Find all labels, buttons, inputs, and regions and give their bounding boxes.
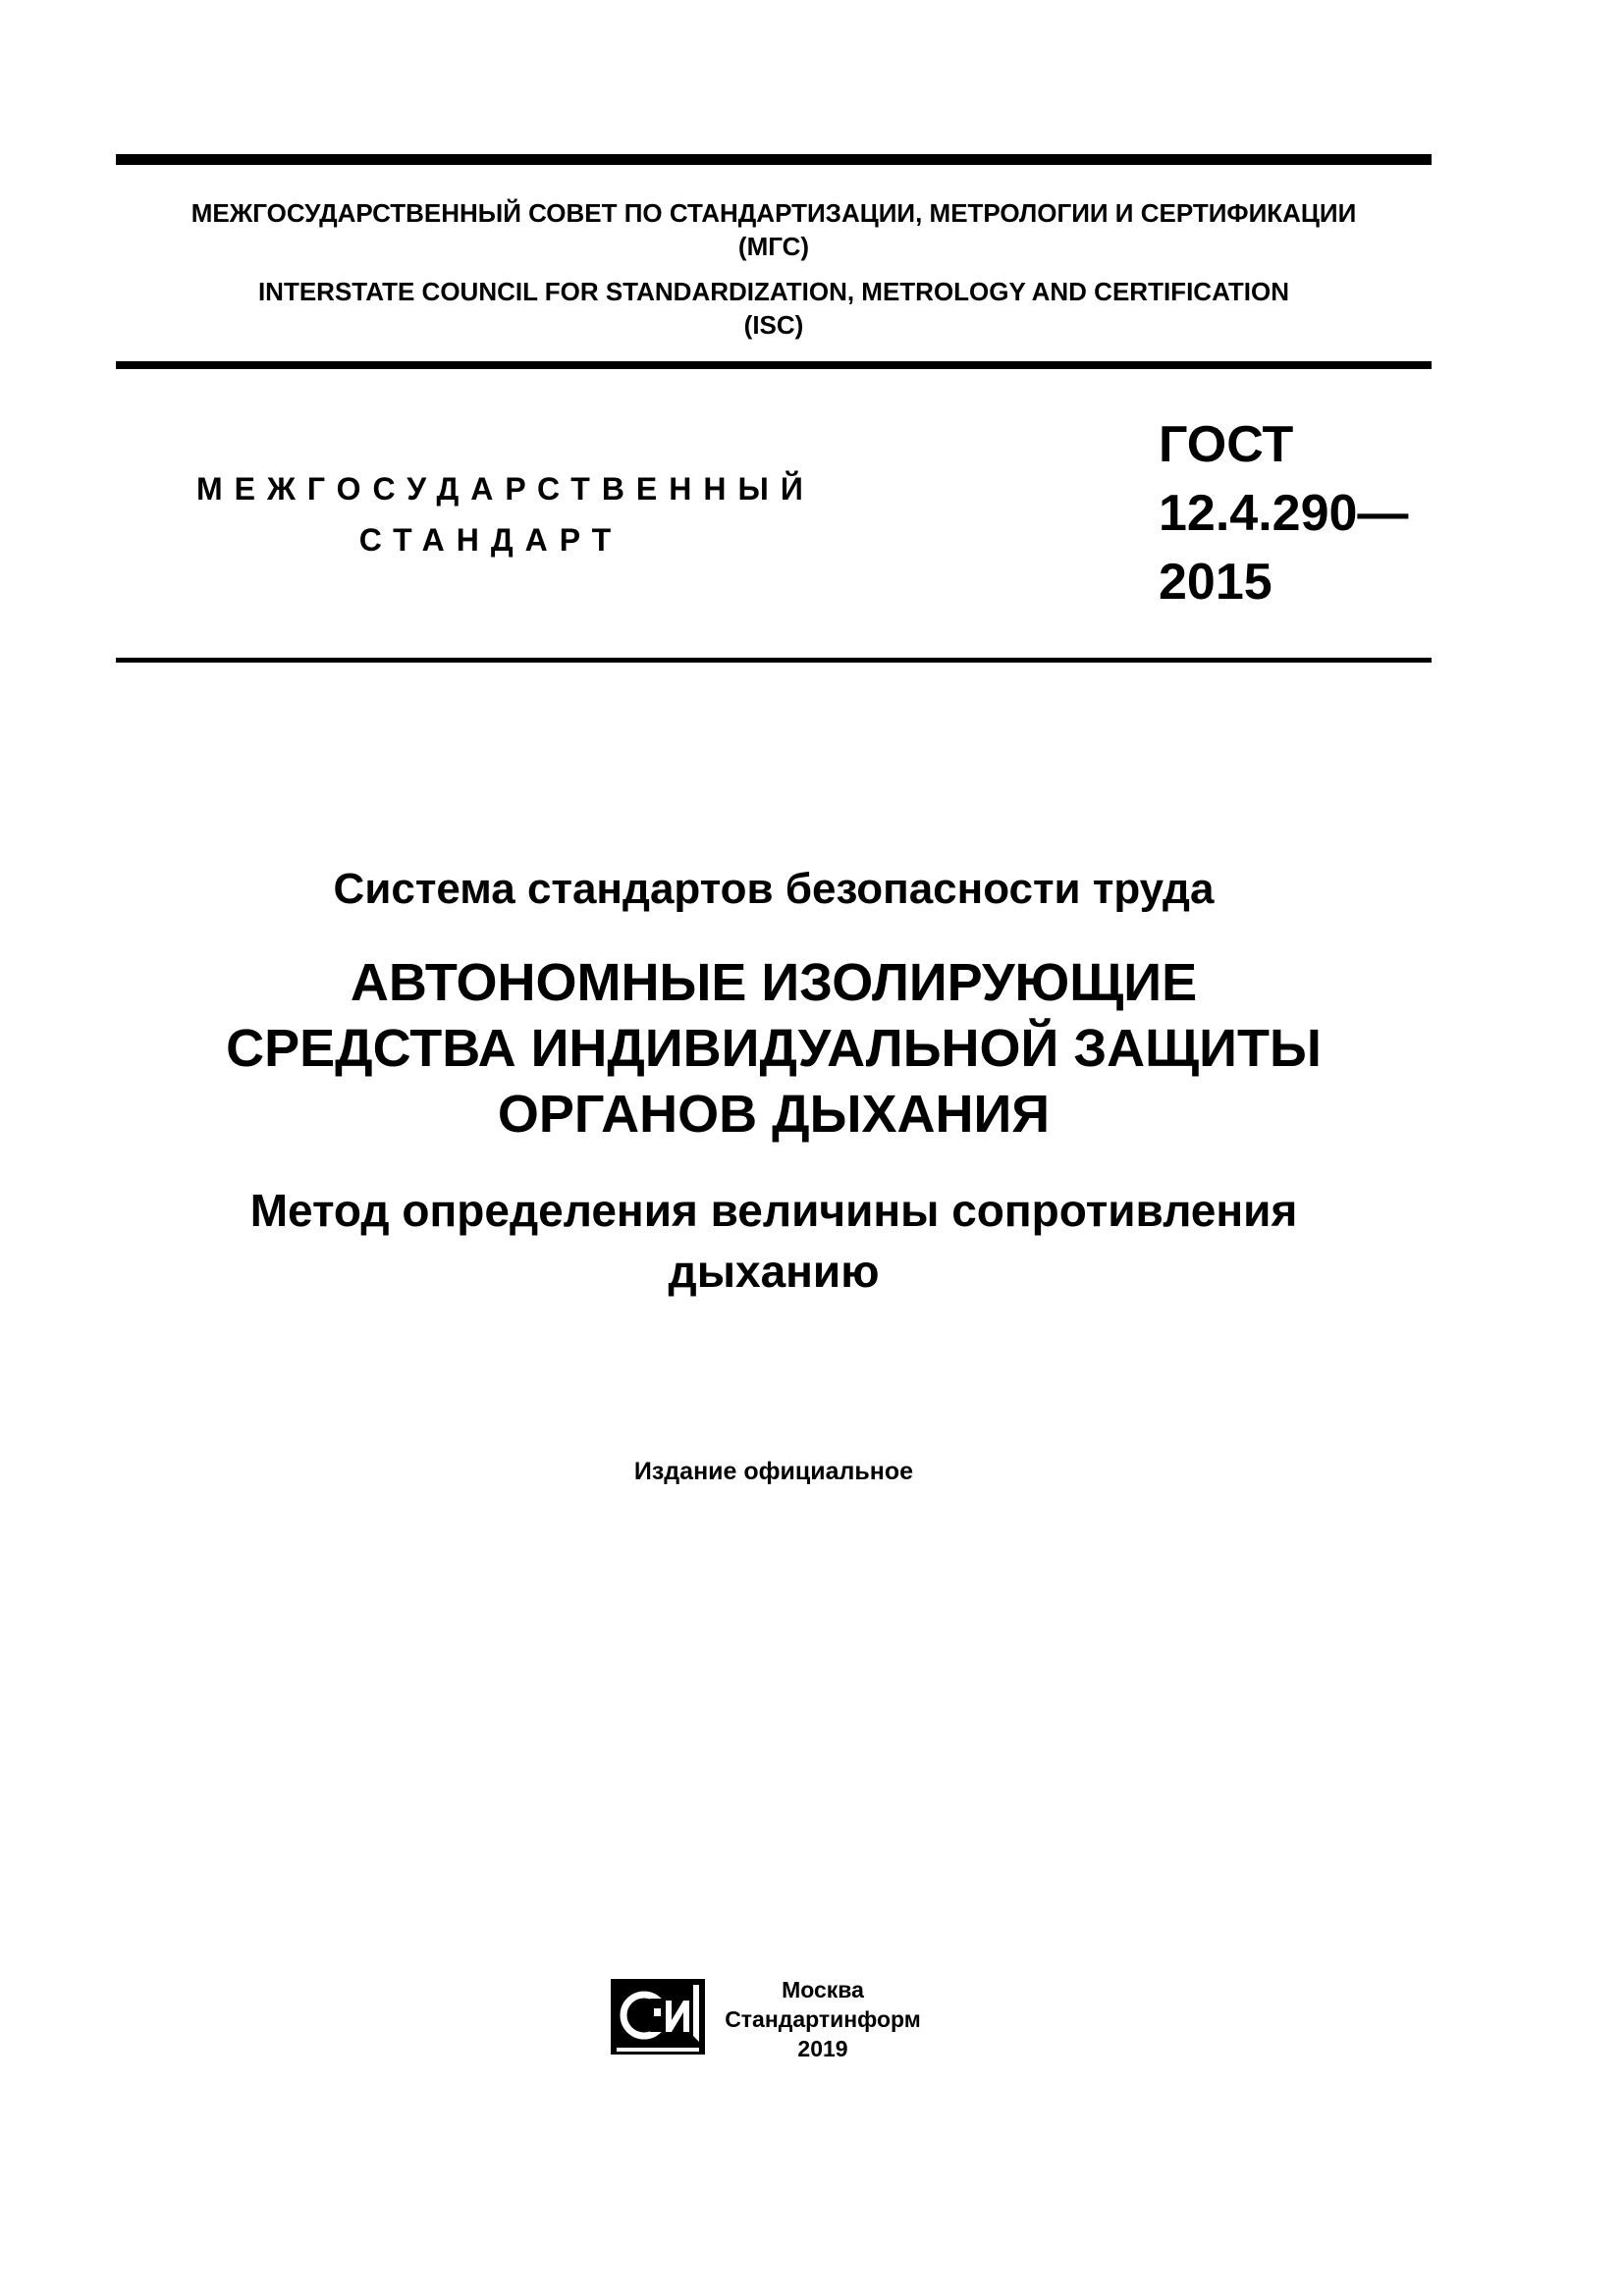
- main-title-line2: СРЕДСТВА ИНДИВИДУАЛЬНОЙ ЗАЩИТЫ: [226, 1019, 1322, 1078]
- council-en-name: INTERSTATE COUNCIL FOR STANDARDIZATION, METROLOGY AND CERTIFICATION: [257, 277, 1290, 306]
- gost-year: 2015: [1159, 554, 1272, 611]
- council-ru-name: МЕЖГОСУДАРСТВЕННЫЙ СОВЕТ ПО СТАНДАРТИЗАЦИИ, МЕТРОЛОГИИ И СЕРТИФИКАЦИИ: [190, 198, 1357, 228]
- council-ru-abbr: (МГС): [737, 232, 810, 261]
- main-title: [116, 950, 1432, 1148]
- gost-designation: [1159, 410, 1408, 616]
- publisher-imprint: [725, 1975, 921, 2063]
- main-title-line1: АВТОНОМНЫЕ ИЗОЛИРУЮЩИЕ: [350, 953, 1198, 1012]
- designation-rule: [116, 658, 1432, 663]
- standartinform-logo-icon: [611, 1979, 705, 2055]
- council-header: [116, 196, 1432, 342]
- publisher-city: Москва: [782, 1977, 864, 2002]
- gost-label: ГОСТ: [1159, 416, 1294, 473]
- top-rule: [116, 154, 1432, 165]
- subtitle: [116, 1180, 1432, 1302]
- gost-number: 12.4.290—: [1159, 485, 1409, 542]
- series-title: Система стандартов безопасности труда: [333, 865, 1215, 913]
- council-en-abbr: (ISC): [743, 310, 804, 340]
- publication-year: 2019: [797, 2036, 848, 2061]
- standard-type-line2: СТАНДАРТ: [358, 522, 623, 558]
- main-title-line3: ОРГАНОВ ДЫХАНИЯ: [497, 1085, 1051, 1144]
- subtitle-line2: дыханию: [668, 1246, 880, 1297]
- publisher-name: Стандартинформ: [725, 2006, 921, 2032]
- standard-type-label: [196, 463, 815, 565]
- edition-note: Издание официальное: [633, 1458, 914, 1485]
- subtitle-line1: Метод определения величины сопротивления: [249, 1185, 1298, 1236]
- standard-type-line1: МЕЖГОСУДАРСТВЕННЫЙ: [196, 471, 815, 507]
- header-rule: [116, 361, 1432, 369]
